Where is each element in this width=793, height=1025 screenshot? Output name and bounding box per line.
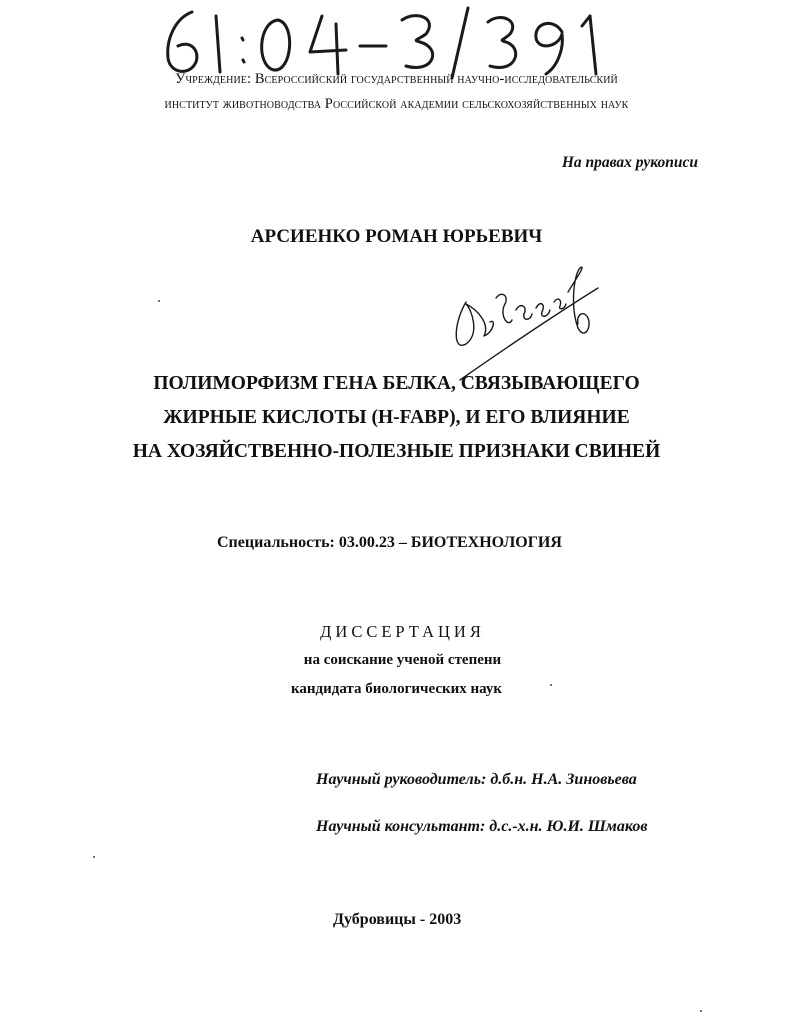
consultant: Научный консультант: д.с.-х.н. Ю.И. Шмаков <box>316 818 648 835</box>
scan-speck <box>93 856 95 858</box>
supervisor: Научный руководитель: д.б.н. Н.А. Зиновьева <box>316 771 637 788</box>
author-name: АРСИЕНКО РОМАН ЮРЬЕВИЧ <box>250 226 543 247</box>
archive-stamp-number <box>150 2 610 82</box>
title-line-3: НА ХОЗЯЙСТВЕННО-ПОЛЕЗНЫЕ ПРИЗНАКИ СВИНЕЙ <box>132 441 661 462</box>
title-line-2: ЖИРНЫЕ КИСЛОТЫ (H-FABP), И ЕГО ВЛИЯНИЕ <box>163 407 630 428</box>
specialty: Специальность: 03.00.23 – БИОТЕХНОЛОГИЯ <box>217 534 562 551</box>
institution-line-1: Учреждение: Всероссийский государственный научно-исследовательский <box>175 71 618 87</box>
degree-line-1: на соискание ученой степени <box>303 652 502 668</box>
institution-line-2: институт животноводства Российской академии сельскохозяйственных наук <box>164 96 629 112</box>
scan-speck <box>550 684 552 686</box>
place-and-year: Дубровицы - 2003 <box>333 911 462 928</box>
scan-speck <box>700 1010 702 1012</box>
degree-line-2: кандидата биологических наук <box>290 681 503 697</box>
title-line-1: ПОЛИМОРФИЗМ ГЕНА БЕЛКА, СВЯЗЫВАЮЩЕГО <box>153 373 640 394</box>
document-type: ДИССЕРТАЦИЯ <box>320 622 485 641</box>
rights-note: На правах рукописи <box>561 154 698 171</box>
scan-speck <box>158 300 160 302</box>
